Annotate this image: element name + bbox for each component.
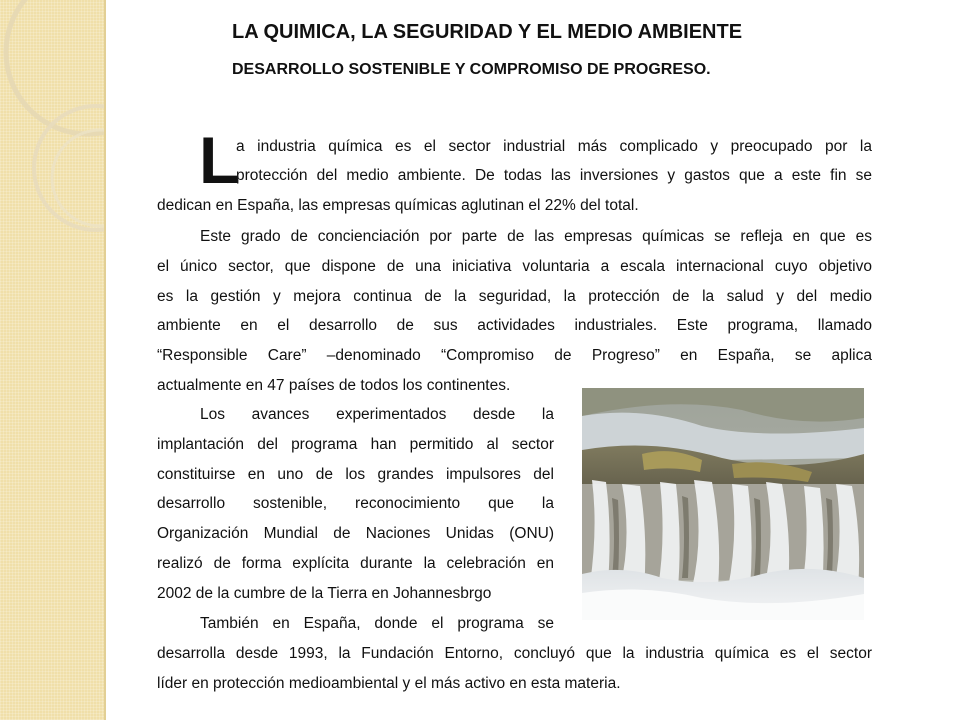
text-line: ambiente en el desarrollo de sus actividades industriales. Este programa, llamado: [157, 317, 872, 334]
text-line: Los avances experimentados desde la: [200, 406, 554, 423]
decorative-side-band: [0, 0, 106, 720]
text-line: Este grado de concienciación por parte de las empresas químicas se refleja en que es: [200, 228, 872, 245]
text-line: actualmente en 47 países de todos los continentes.: [157, 377, 511, 394]
text-line: “Responsible Care” –denominado “Compromiso de Progreso” en España, se aplica: [157, 347, 872, 364]
text-line: desarrolla desde 1993, la Fundación Entorno, concluyó que la industria química es el sector: [157, 645, 872, 662]
text-line: constituirse en uno de los grandes impulsores del: [157, 466, 554, 483]
text-line: Organización Mundial de Naciones Unidas (ONU): [157, 525, 554, 542]
text-line: es la gestión y mejora continua de la seguridad, la protección de la salud y del medio: [157, 288, 872, 305]
text-line: 2002 de la cumbre de la Tierra en Johannesbrgo: [157, 585, 492, 602]
text-line: desarrollo sostenible, reconocimiento que la: [157, 495, 554, 512]
decorative-rings: [0, 0, 104, 720]
text-line: implantación del programa han permitido al sector: [157, 436, 554, 453]
text-line: protección del medio ambiente. De todas las inversiones y gastos que a este fin se: [236, 167, 872, 184]
page-title: LA QUIMICA, LA SEGURIDAD Y EL MEDIO AMBIENTE: [232, 21, 743, 43]
text-line: dedican en España, las empresas químicas aglutinan el 22% del total.: [157, 197, 639, 214]
text-line: También en España, donde el programa se: [200, 615, 554, 632]
text-line: líder en protección medioambiental y el más activo en esta materia.: [157, 675, 621, 692]
drop-cap: L: [199, 123, 240, 197]
text-line: el único sector, que dispone de una iniciativa voluntaria a escala internacional cuyo objetivo: [157, 258, 872, 275]
text-line: a industria química es el sector industrial más complicado y preocupado por la: [236, 138, 872, 155]
page-subtitle: DESARROLLO SOSTENIBLE Y COMPROMISO DE PROGRESO.: [232, 61, 711, 78]
waterfall-photo: [582, 388, 864, 620]
text-line: realizó de forma explícita durante la celebración en: [157, 555, 554, 572]
